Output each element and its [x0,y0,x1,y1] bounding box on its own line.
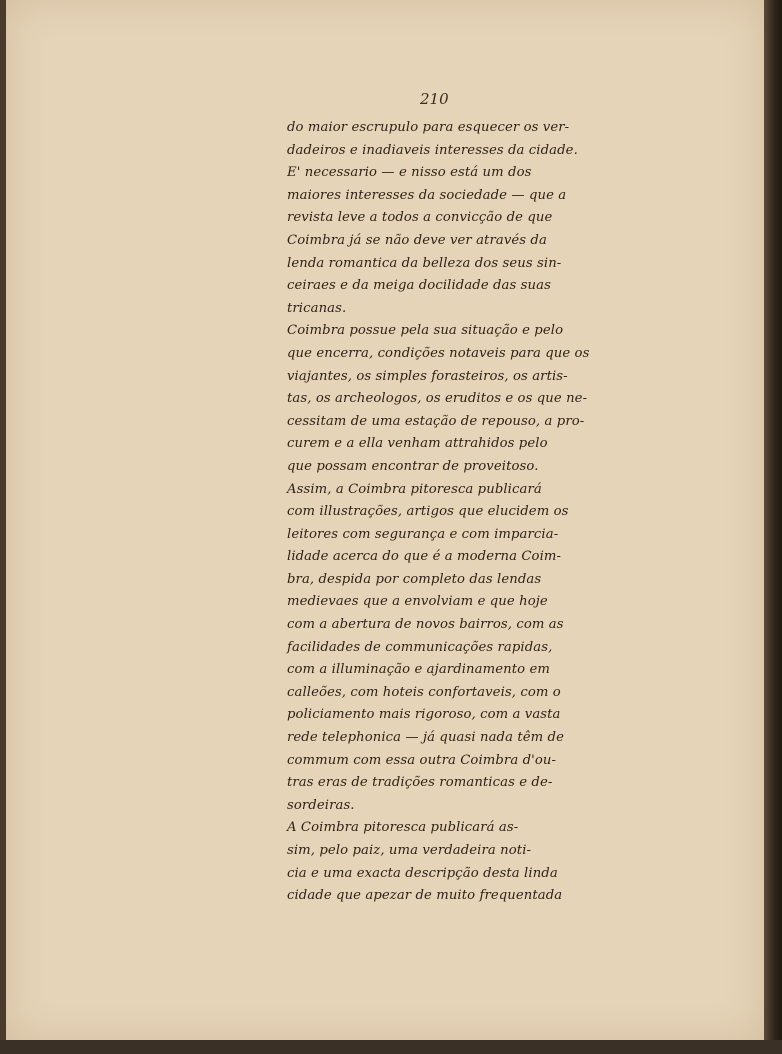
text-line: dadeiros e inadiaveis interesses da cidade. [287,142,578,158]
text-line: E' necessario — e nisso está um dos [287,165,532,181]
text-line: que possam encontrar de proveitoso. [287,458,539,474]
text-line: calleões, com hoteis confortaveis, com o [287,684,561,700]
text-line: viajantes, os simples forasteiros, os artis- [287,368,568,384]
text-line: leitores com segurança e com imparcia- [287,526,559,542]
handwritten-text-block [287,117,677,908]
text-line: com a abertura de novos bairros, com as [287,617,564,633]
text-line: tas, os archeologos, os eruditos e os que ne- [287,391,588,407]
text-line: Coimbra possue pela sua situação e pelo [287,323,564,339]
text-line: sim, pelo paiz, uma verdadeira noti- [287,843,532,858]
text-line: cia e uma exacta descripção desta linda [287,865,558,881]
text-line: bra, despida por completo das lendas [287,571,542,587]
text-line: com a illuminação e ajardinamento em [287,662,550,678]
text-line: medievaes que a envolviam e que hoje [287,594,548,610]
bottom-scan-border [0,1040,782,1054]
text-line: maiores interesses da sociedade — que a [287,187,567,203]
page-number: 210 [420,90,449,108]
text-line: com illustrações, artigos que elucidem os [287,504,569,520]
text-line: ceiraes e da meiga docilidade das suas [287,278,551,294]
text-line: do maior escrupulo para esquecer os ver- [287,120,570,135]
text-line: rede telephonica — já quasi nada têm de [287,730,564,746]
text-line: facilidades de communicações rapidas, [287,639,553,655]
text-line: lidade acerca do que é a moderna Coim- [287,549,562,565]
text-line: A Coimbra pitoresca publicará as- [287,820,519,836]
text-line: curem e a ella venham attrahidos pelo [287,436,548,452]
text-line: policiamento mais rigoroso, com a vasta [287,707,561,723]
text-line: que encerra, condições notaveis para que os [287,345,590,361]
text-line: lenda romantica da belleza dos seus sin- [287,255,562,271]
text-line: commum com essa outra Coimbra d'ou- [287,752,557,768]
text-line: tras eras de tradições romanticas e de- [287,775,553,791]
right-binding-edge [764,0,782,1054]
text-line: Coimbra já se não deve ver através da [287,232,547,248]
text-line: cidade que apezar de muito frequentada [287,888,563,904]
text-line: Assim, a Coimbra pitoresca publicará [287,481,542,497]
text-line: tricanas. [287,300,347,316]
text-line: revista leve a todos a convicção de que [287,210,553,226]
text-line: cessitam de uma estação de repouso, a pro- [287,413,585,429]
text-line: sordeiras. [287,797,355,813]
